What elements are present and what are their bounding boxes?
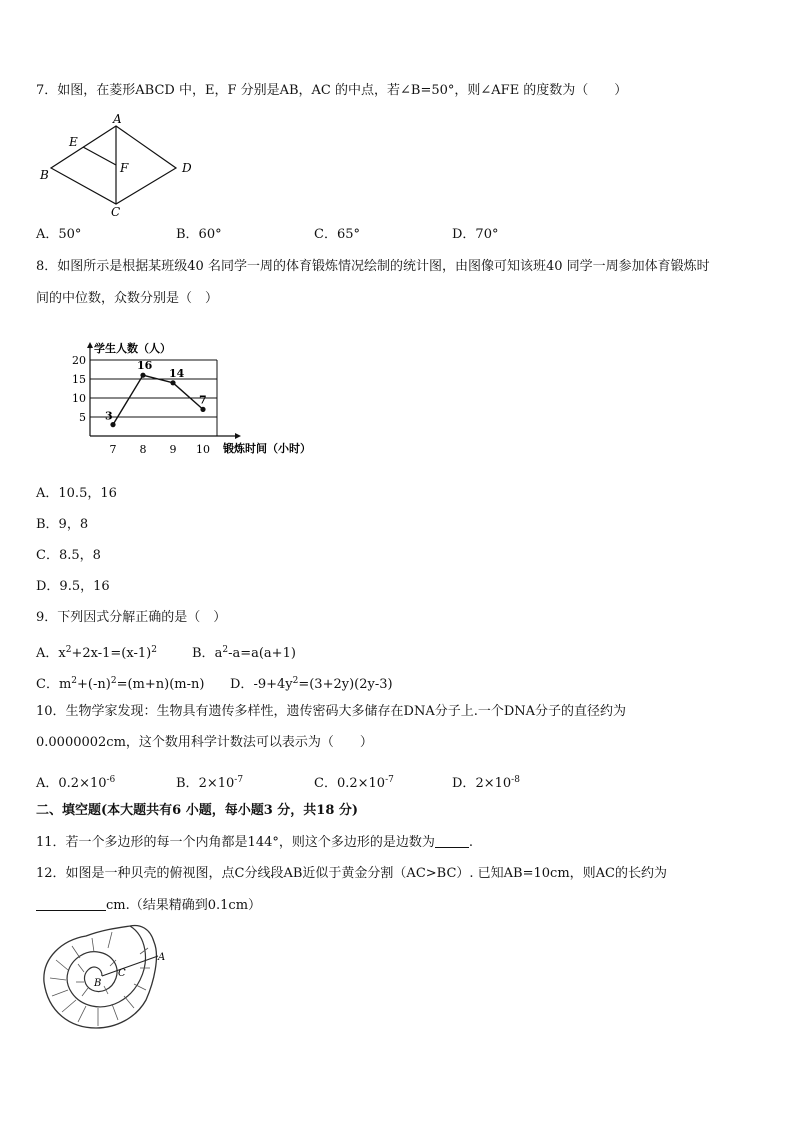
option-label: A． <box>36 776 59 791</box>
exponent: -7 <box>385 775 394 785</box>
expr-part: =(m+n)(m-n) <box>116 677 205 692</box>
q10-stem-line2: 0.0000002cm，这个数用科学计数法可以表示为（ ） <box>36 735 373 750</box>
exponent: 2 <box>292 676 299 686</box>
label-B: B <box>40 168 49 182</box>
expr-part: m <box>58 677 72 692</box>
y-tick-label: 20 <box>72 354 86 367</box>
expr-part: -a=a(a+1) <box>228 646 296 661</box>
label-C: C <box>111 205 121 219</box>
option-label: B． <box>192 646 215 661</box>
q12-stem-line2 <box>36 897 261 915</box>
label-D: D <box>182 161 192 175</box>
label-A: A <box>158 952 166 963</box>
q7-option-c: C．65° <box>314 227 360 242</box>
q9-option-a <box>36 641 157 663</box>
data-label: 14 <box>169 366 185 380</box>
expr-part: +(-n) <box>77 677 111 692</box>
exponent: 2 <box>151 645 157 655</box>
y-tick-label: 15 <box>72 373 86 386</box>
label-C: C <box>118 968 126 979</box>
expr-part: x <box>58 646 66 661</box>
q7-option-b: B．60° <box>176 227 222 242</box>
expr-part: -9+4y <box>253 677 293 692</box>
data-point <box>140 373 145 378</box>
exponent: -6 <box>106 775 116 785</box>
section-title: 二、填空题(本大题共有6 小题，每小题3 分，共18 分) <box>36 803 359 818</box>
x-axis-label: 锻炼时间（小时） <box>223 442 311 455</box>
q10-option-a <box>36 771 115 793</box>
q8-stem-line2: 间的中位数，众数分别是（ ） <box>36 291 219 306</box>
line-chart <box>66 336 326 466</box>
x-tick-label: 10 <box>196 443 210 456</box>
data-point <box>110 422 115 427</box>
answer-blank[interactable] <box>36 910 106 911</box>
exponent: 2 <box>71 676 78 686</box>
option-label: A． <box>36 646 59 661</box>
data-point <box>170 380 175 385</box>
expr-part: 2×10 <box>475 776 512 791</box>
q10-stem-line1: 10．生物学家发现：生物具有遗传多样性，遗传密码大多储存在DNA分子上.一个DNA分子的直径约为 <box>36 704 627 719</box>
q9-stem: 9．下列因式分解正确的是（ ） <box>36 610 227 625</box>
data-label: 16 <box>137 359 153 373</box>
exponent: 2 <box>222 645 229 655</box>
y-axis-label: 学生人数（人） <box>94 342 171 355</box>
option-label: D． <box>230 677 254 692</box>
x-tick-label: 7 <box>109 443 117 456</box>
label-E: E <box>69 135 78 149</box>
q11-text: 11．若一个多边形的每一个内角都是144°，则这个多边形的是边数为 <box>36 835 435 850</box>
x-tick-label: 8 <box>139 443 147 456</box>
y-tick-label: 10 <box>72 392 86 405</box>
option-label: C． <box>36 677 59 692</box>
shell-figure <box>36 920 176 1036</box>
exponent: 2 <box>110 676 117 686</box>
q7-stem: 7．如图，在菱形ABCD 中，E，F 分别是AB，AC 的中点，若∠B=50°，则∠AFE 的度数为（ ） <box>36 83 628 98</box>
expr-part: 0.2×10 <box>336 776 386 791</box>
q11-end: . <box>468 835 473 850</box>
q10-option-c <box>314 771 394 793</box>
data-label: 7 <box>199 393 207 407</box>
q11-stem <box>36 834 473 852</box>
option-label: C． <box>314 776 337 791</box>
option-label: B． <box>176 776 199 791</box>
q9-option-c <box>36 672 204 694</box>
q9-option-d <box>230 672 393 694</box>
y-tick-label: 5 <box>79 411 86 424</box>
exponent: -7 <box>234 775 244 785</box>
q8-stem-line1: 8．如图所示是根据某班级40 名同学一周的体育锻炼情况绘制的统计图，由图像可知该班40 同学一周参加体育锻炼时 <box>36 259 710 274</box>
q8-option-d: D．9.5，16 <box>36 579 110 594</box>
q12-tail: cm.（结果精确到0.1cm） <box>106 898 262 913</box>
expr-part: a <box>214 646 223 661</box>
label-B: B <box>94 978 102 989</box>
expr-part: =(3+2y)(2y-3) <box>298 677 393 692</box>
rhombus-figure <box>36 112 206 220</box>
option-label: D． <box>452 776 476 791</box>
y-axis-arrow <box>87 342 93 348</box>
q7-option-a: A．50° <box>36 227 82 242</box>
q8-option-c: C．8.5，8 <box>36 548 101 563</box>
q8-option-a: A．10.5，16 <box>36 486 117 501</box>
q12-stem-line1: 12．如图是一种贝壳的俯视图，点C分线段AB近似于黄金分割（AC>BC）. 已知AB=10cm，则AC的长约为 <box>36 866 667 881</box>
data-label: 3 <box>105 409 113 423</box>
q7-option-d: D．70° <box>452 227 499 242</box>
expr-part: +2x-1=(x-1) <box>71 646 152 661</box>
x-tick-label: 9 <box>169 443 177 456</box>
q10-option-b <box>176 771 243 793</box>
x-axis-arrow <box>235 433 241 439</box>
label-F: F <box>120 161 129 175</box>
label-A: A <box>113 112 122 126</box>
data-point <box>200 407 205 412</box>
q8-option-b: B．9，8 <box>36 517 89 532</box>
exponent: 2 <box>65 645 72 655</box>
q9-option-b <box>192 641 296 663</box>
expr-part: 2×10 <box>198 776 235 791</box>
answer-blank[interactable] <box>435 847 469 848</box>
expr-part: 0.2×10 <box>58 776 107 791</box>
exponent: -8 <box>511 775 520 785</box>
q10-option-d <box>452 771 520 793</box>
